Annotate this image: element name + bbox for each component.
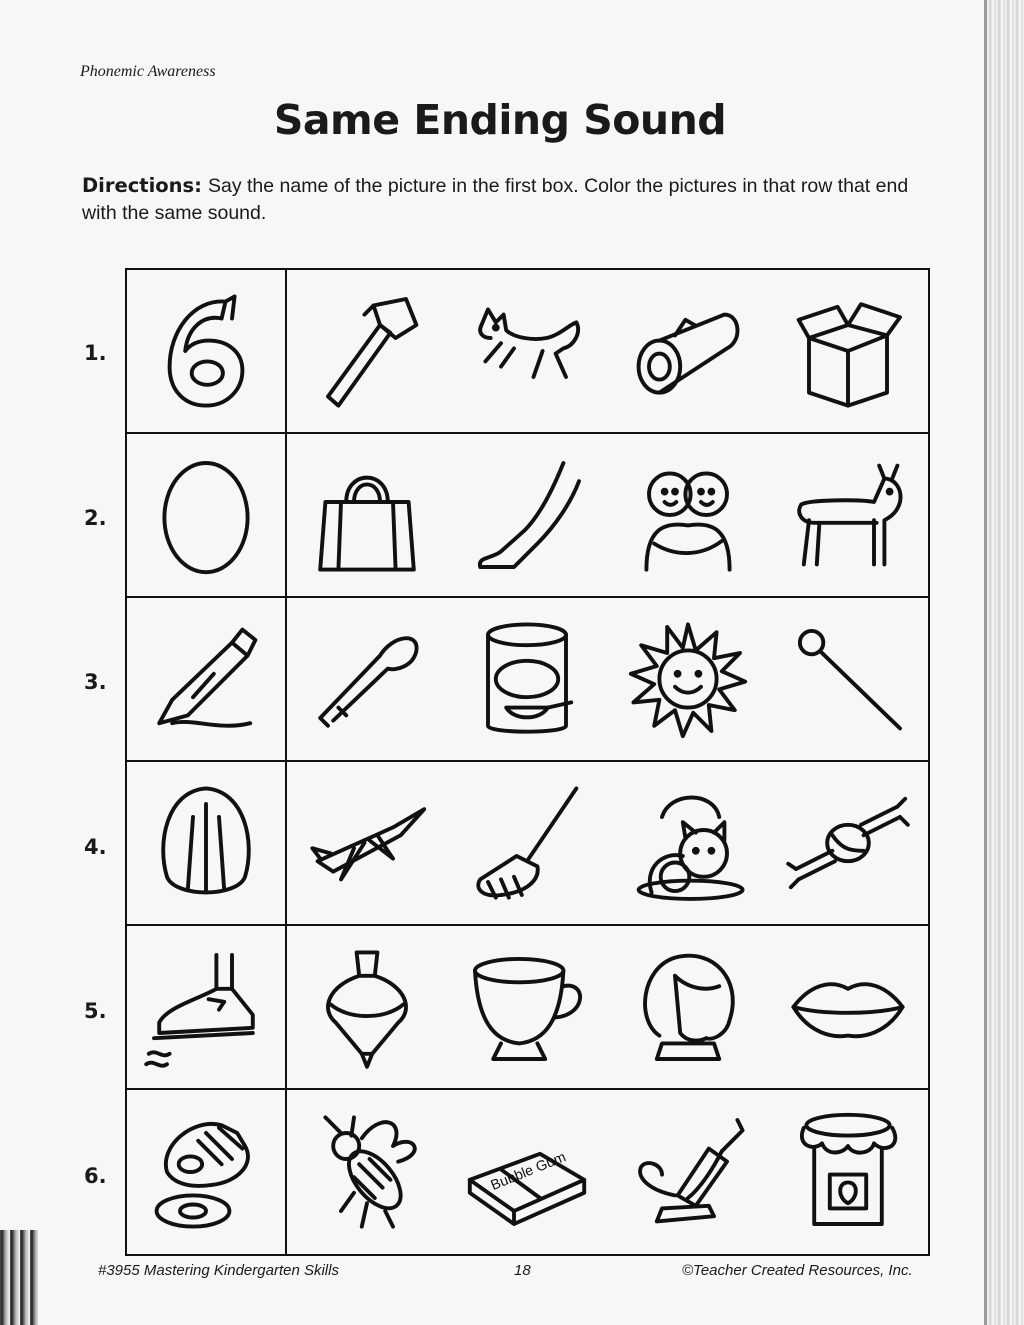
top-icon[interactable] bbox=[297, 937, 437, 1077]
footer-copyright: ©Teacher Created Resources, Inc. bbox=[682, 1262, 913, 1279]
first-box bbox=[127, 1090, 287, 1254]
worksheet-row bbox=[127, 434, 928, 598]
first-box bbox=[127, 270, 287, 432]
page-edge-shadow bbox=[984, 0, 1024, 1325]
picture-row bbox=[287, 762, 928, 924]
can-icon[interactable] bbox=[457, 609, 597, 749]
goat-icon[interactable] bbox=[778, 445, 918, 585]
directions-text: Say the name of the picture in the first box. Color the pictures in that row that end with the same sound. bbox=[82, 175, 909, 224]
gum-wrapper-text: Bubble Gum bbox=[489, 1149, 569, 1194]
gum-icon[interactable] bbox=[457, 1102, 597, 1242]
cat-icon[interactable] bbox=[618, 773, 758, 913]
nut-icon[interactable] bbox=[136, 773, 276, 913]
lip-icon[interactable] bbox=[778, 937, 918, 1077]
egg-icon[interactable] bbox=[136, 445, 276, 585]
box-icon[interactable] bbox=[778, 281, 918, 421]
worksheet-row bbox=[127, 598, 928, 762]
row-number-2: 2. bbox=[84, 506, 107, 530]
pin-icon[interactable] bbox=[778, 609, 918, 749]
picture-row bbox=[287, 926, 928, 1088]
row-number-5: 5. bbox=[84, 999, 107, 1023]
fox-icon[interactable] bbox=[457, 281, 597, 421]
first-box bbox=[127, 926, 287, 1088]
row-number-6: 6. bbox=[84, 1164, 107, 1188]
mop-icon[interactable] bbox=[457, 773, 597, 913]
picture-row bbox=[287, 598, 928, 760]
vacuum-icon[interactable] bbox=[618, 1102, 758, 1242]
scan-edge-mark bbox=[0, 1230, 38, 1325]
pen-icon[interactable] bbox=[136, 609, 276, 749]
picture-row bbox=[287, 434, 928, 596]
page-title: Same Ending Sound bbox=[273, 96, 727, 144]
picture-row bbox=[287, 270, 928, 432]
sun-icon[interactable] bbox=[618, 609, 758, 749]
cup-icon[interactable] bbox=[457, 937, 597, 1077]
section-label: Phonemic Awareness bbox=[80, 63, 216, 80]
row-number-3: 3. bbox=[84, 670, 107, 694]
row-number-1: 1. bbox=[84, 341, 107, 365]
knot-icon[interactable] bbox=[778, 773, 918, 913]
bat-icon[interactable] bbox=[297, 609, 437, 749]
six-icon[interactable] bbox=[136, 281, 276, 421]
worksheet-row bbox=[127, 762, 928, 926]
first-box bbox=[127, 434, 287, 596]
ham-icon[interactable] bbox=[136, 1102, 276, 1242]
directions-label: Directions: bbox=[82, 174, 202, 197]
bag-icon[interactable] bbox=[297, 445, 437, 585]
bee-icon[interactable] bbox=[297, 1102, 437, 1242]
worksheet-grid bbox=[125, 268, 930, 1256]
jet-icon[interactable] bbox=[297, 773, 437, 913]
footer-page-number: 18 bbox=[514, 1262, 531, 1279]
worksheet-row bbox=[127, 926, 928, 1090]
picture-row bbox=[287, 1090, 928, 1254]
first-box bbox=[127, 762, 287, 924]
tap-shoe-icon[interactable] bbox=[136, 937, 276, 1077]
ax-icon[interactable] bbox=[297, 281, 437, 421]
wig-icon[interactable] bbox=[618, 937, 758, 1077]
leg-icon[interactable] bbox=[457, 445, 597, 585]
footer-book-title: #3955 Mastering Kindergarten Skills bbox=[98, 1262, 339, 1279]
worksheet-row bbox=[127, 1090, 928, 1254]
row-number-4: 4. bbox=[84, 835, 107, 859]
jam-icon[interactable] bbox=[778, 1102, 918, 1242]
worksheet-row bbox=[127, 270, 928, 434]
directions bbox=[82, 172, 912, 227]
first-box bbox=[127, 598, 287, 760]
log-icon[interactable] bbox=[618, 281, 758, 421]
hug-icon[interactable] bbox=[618, 445, 758, 585]
